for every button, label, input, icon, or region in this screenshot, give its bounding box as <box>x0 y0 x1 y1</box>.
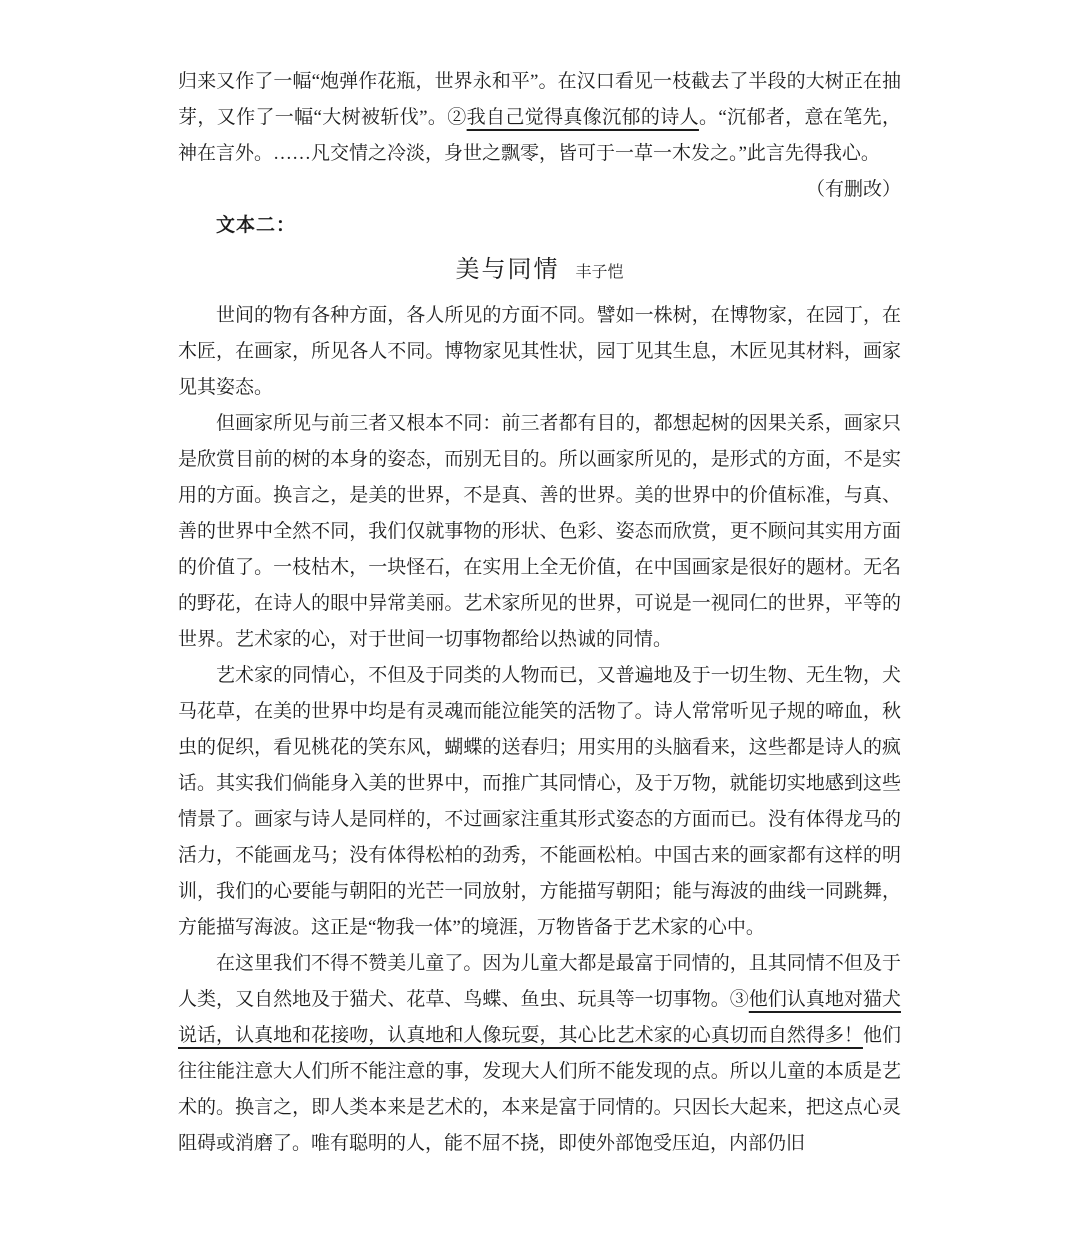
attribution-note: （有删改） <box>805 179 901 200</box>
underlined-sentence-3: 他们认真地对猫犬说话，认真地和花接吻，认真地和人像玩耍，其心比艺术家的心真切而自然得多！ <box>178 989 901 1046</box>
paragraph-3: 艺术家的同情心，不但及于同类的人物而已，又普遍地及于一切生物、无生物，犬马花草，在美的世界中均是有灵魂而能泣能笑的活物了。诗人常常听见子规的啼血，秋虫的促织，看见桃花的笑东风，蝴蝶的送春归；用实用的头脑看来，这些都是诗人的疯话。其实我们倘能身入美的世界中，而推广其同情心，及于万物，就能切实地感到这些情景了。画家与诗人是同样的，不过画家注重其形式姿态的方面而已。没有体得龙马的活力，不能画龙马；没有体得松柏的劲秀，不能画松柏。中国古来的画家都有这样的明训，我们的心要能与朝阳的光芒一同放射，方能描写朝阳；能与海波的曲线一同跳舞，方能描写海波。这正是“物我一体”的境涯，万物皆备于艺术家的心中。 <box>178 665 901 938</box>
article-title: 美与同情 <box>455 257 560 283</box>
paragraph-1: 世间的物有各种方面，各人所见的方面不同。譬如一株树，在博物家，在园丁，在木匠，在画家，所见各人不同。博物家见其性状，园丁见其生息，木匠见其材料，画家见其姿态。 <box>178 305 901 398</box>
paragraph-4-post: 他们往往能注意大人们所不能注意的事，发现大人们所不能发现的点。所以儿童的本质是艺术的。换言之，即人类本来是艺术的，本来是富于同情的。只因长大起来，把这点心灵阻碍或消磨了。唯有聪明的人，能不屈不挠，即使外部饱受压迫，内部仍旧 <box>178 1025 901 1154</box>
paragraph-4 <box>178 946 901 1162</box>
continuation-text-pre: 归来又作了一幅“炮弹作花瓶，世界永和平”。在汉口看见一枝截去了半段的大树正在抽芽，又作了一幅“大树被斩伐”。② <box>178 71 901 128</box>
article-author: 丰子恺 <box>575 264 624 281</box>
title-block <box>178 249 901 294</box>
paragraph-4-pre: 在这里我们不得不赞美儿童了。因为儿童大都是最富于同情的，且其同情不但及于人类，又自然地及于猫犬、花草、鸟蝶、鱼虫、玩具等一切事物。③ <box>178 953 901 1010</box>
underlined-sentence-2: 我自己觉得真像沉郁的诗人 <box>466 107 699 128</box>
section-label: 文本二： <box>216 215 297 236</box>
continuation-paragraph <box>178 64 901 172</box>
continuation-text-post: 。“沉郁者，意在笔先，神在言外。……凡交情之冷淡，身世之飘零，皆可于一草一木发之。”此言先得我心。 <box>178 107 901 164</box>
paragraph-2: 但画家所见与前三者又根本不同：前三者都有目的，都想起树的因果关系，画家只是欣赏目前的树的本身的姿态，而别无目的。所以画家所见的，是形式的方面，不是实用的方面。换言之，是美的世界，不是真、善的世界。美的世界中的价值标准，与真、善的世界中全然不同，我们仅就事物的形状、色彩、姿态而欣赏，更不顾问其实用方面的价值了。一枝枯木，一块怪石，在实用上全无价值，在中国画家是很好的题材。无名的野花，在诗人的眼中异常美丽。艺术家所见的世界，可说是一视同仁的世界，平等的世界。艺术家的心，对于世间一切事物都给以热诚的同情。 <box>178 413 901 650</box>
